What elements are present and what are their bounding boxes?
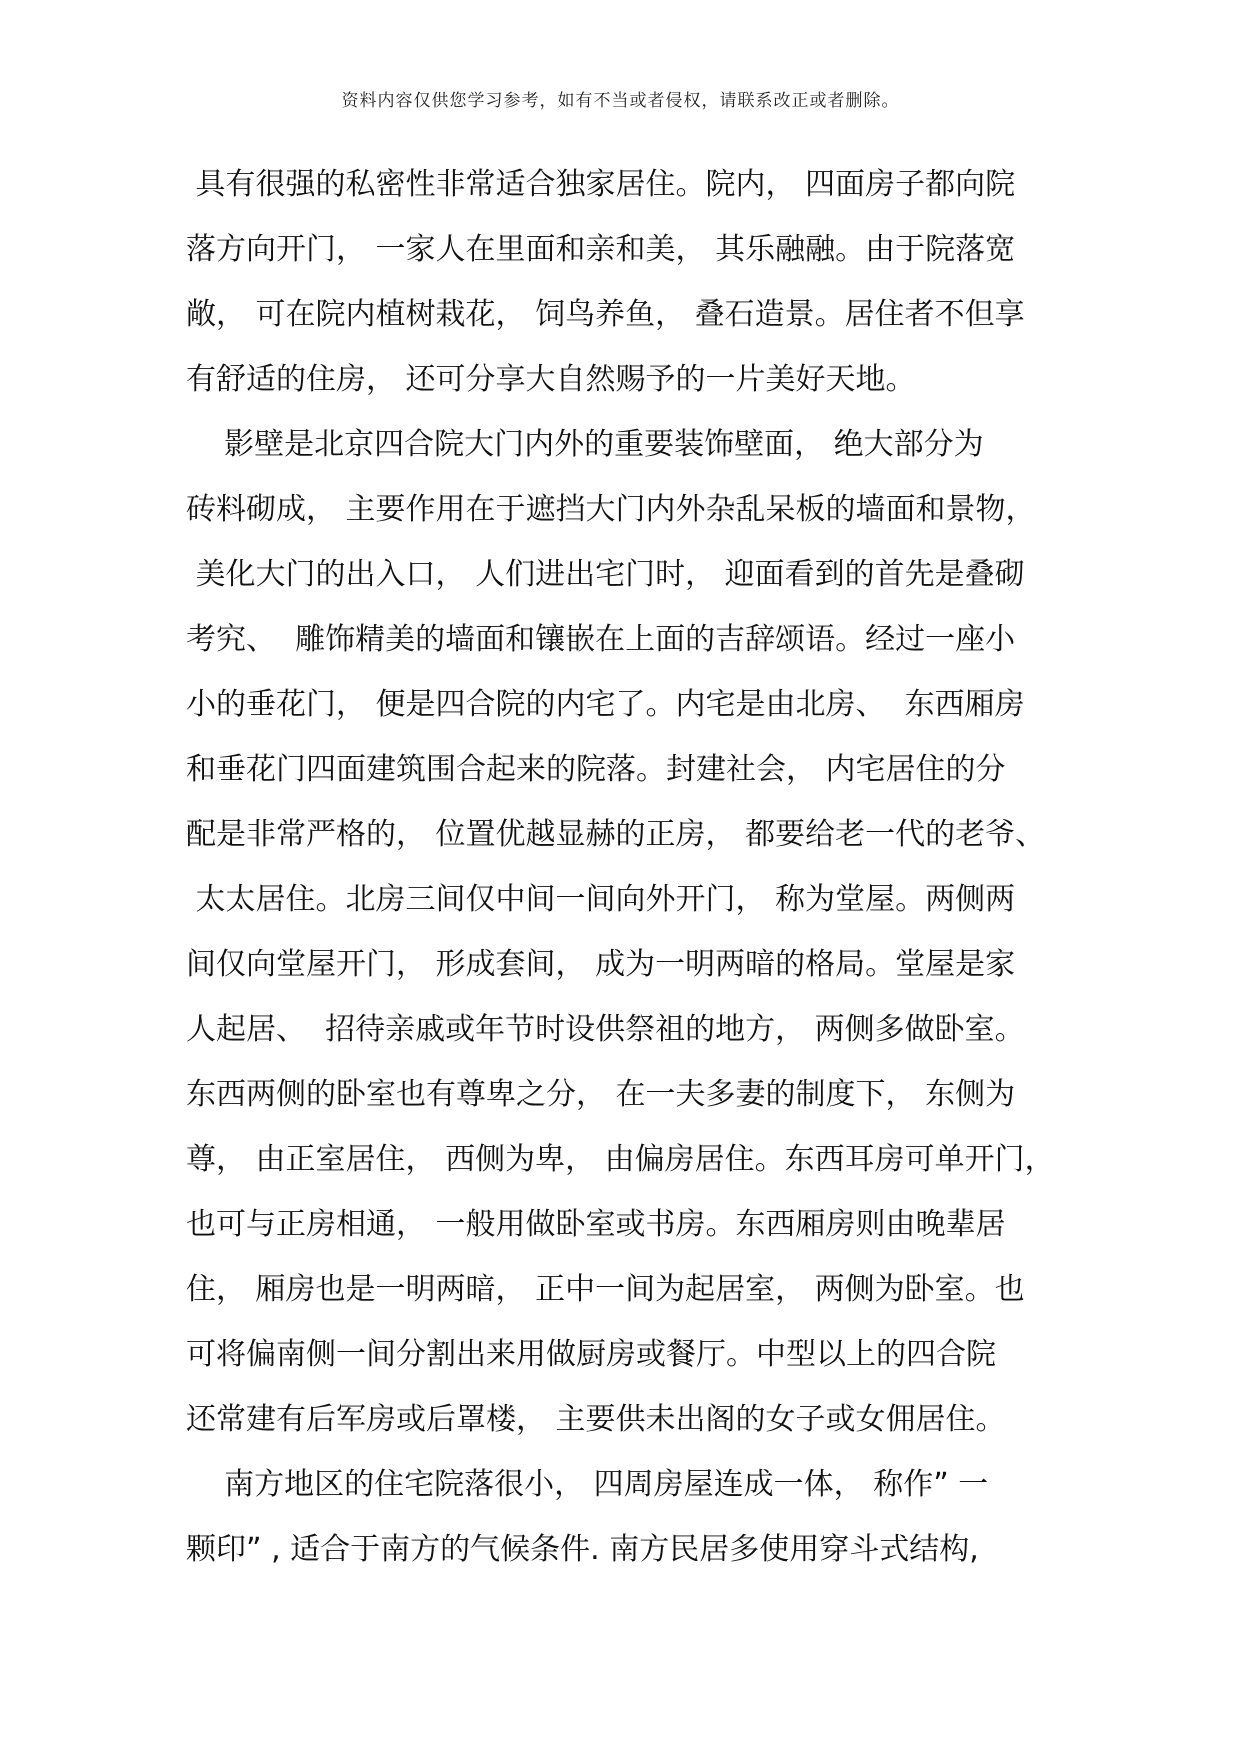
text-line: 美化大门的出入口， 人们进出宅门时， 迎面看到的首先是叠砌 — [186, 557, 1025, 592]
text-line: 尊， 由正室居住， 西侧为卑， 由偏房居住。东西耳房可单开门， — [186, 1142, 1055, 1177]
text-line: 可将偏南侧一间分割出来用做厨房或餐厅。中型以上的四合院 — [186, 1337, 996, 1372]
text-line: 住， 厢房也是一明两暗， 正中一间为起居室， 两侧为卧室。也 — [186, 1272, 1025, 1307]
text-line: 砖料砌成， 主要作用在于遮挡大门内外杂乱呆板的墙面和景物， — [186, 492, 1036, 527]
text-line: 人起居、 招待亲戚或年节时设供祭祖的地方， 两侧多做卧室。 — [186, 1012, 1025, 1047]
text-line: 太太居住。北房三间仅中间一间向外开门， 称为堂屋。两侧两 — [186, 882, 1016, 917]
text-line: 有舒适的住房， 还可分享大自然赐予的一片美好天地。 — [186, 362, 916, 397]
text-line: 东西两侧的卧室也有尊卑之分， 在一夫多妻的制度下， 东侧为 — [186, 1077, 1016, 1112]
text-line: 配是非常严格的， 位置优越显赫的正房， 都要给老一代的老爷、 — [186, 817, 1046, 852]
disclaimer-header: 资料内容仅供您学习参考，如有不当或者侵权，请联系改正或者删除。 — [341, 91, 900, 111]
document-body — [186, 152, 1070, 1582]
text-line: 小的垂花门， 便是四合院的内宅了。内宅是由北房、 东西厢房 — [186, 687, 1025, 722]
text-line: 也可与正房相通， 一般用做卧室或书房。东西厢房则由晚辈居 — [186, 1207, 1006, 1242]
text-line: 还常建有后军房或后罩楼， 主要供未出阁的女子或女佣居住。 — [186, 1402, 1006, 1437]
text-line: 具有很强的私密性非常适合独家居住。院内， 四面房子都向院 — [186, 167, 1016, 202]
text-line: 落方向开门， 一家人在里面和亲和美， 其乐融融。由于院落宽 — [186, 232, 1016, 267]
text-line: 颗印” , 适合于南方的气候条件. 南方民居多使用穿斗式结构, — [186, 1532, 979, 1567]
text-line: 南方地区的住宅院落很小， 四周房屋连成一体， 称作” 一 — [186, 1467, 989, 1502]
text-line: 和垂花门四面建筑围合起来的院落。封建社会， 内宅居住的分 — [186, 752, 1006, 787]
text-line: 敞， 可在院内植树栽花， 饲鸟养鱼， 叠石造景。居住者不但享 — [186, 297, 1025, 332]
text-line: 考究、 雕饰精美的墙面和镶嵌在上面的吉辞颂语。经过一座小 — [186, 622, 1016, 657]
text-line: 间仅向堂屋开门， 形成套间， 成为一明两暗的格局。堂屋是家 — [186, 947, 1016, 982]
text-line: 影壁是北京四合院大门内外的重要装饰壁面， 绝大部分为 — [186, 427, 984, 462]
